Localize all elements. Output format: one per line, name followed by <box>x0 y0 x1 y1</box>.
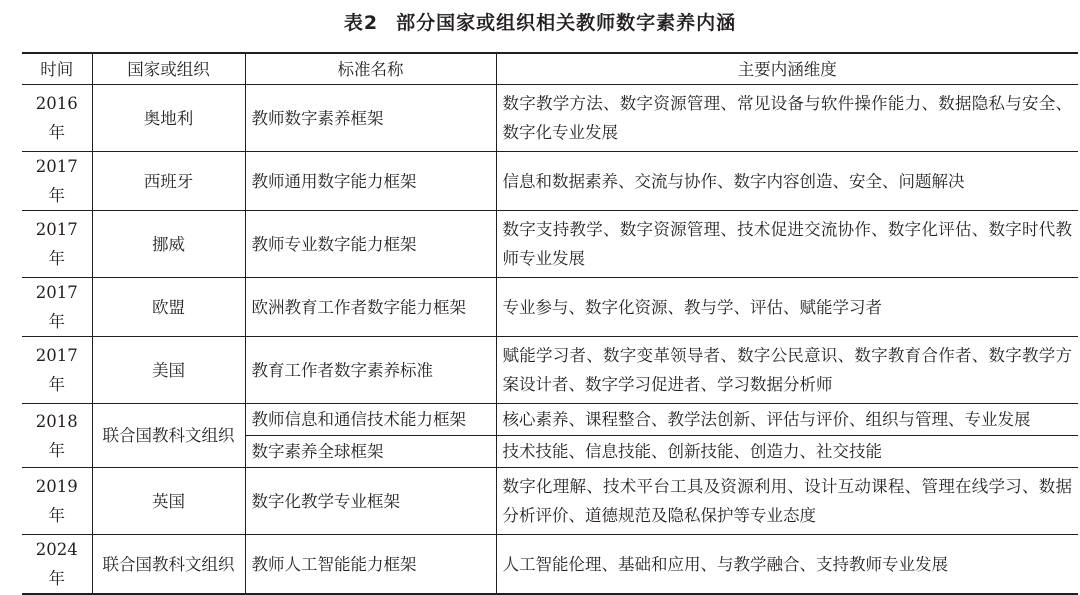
header-time: 时间 <box>22 53 92 85</box>
cell-year: 2017年 <box>22 211 92 278</box>
table-row <box>22 278 1078 337</box>
table-row <box>22 85 1078 152</box>
table-row <box>22 152 1078 211</box>
cell-dimensions: 赋能学习者、数字变革领导者、数字公民意识、数字教育合作者、数字教学方案设计者、数字学习促进者、学习数据分析师 <box>496 337 1078 404</box>
table-row <box>22 535 1078 595</box>
table-row <box>22 211 1078 278</box>
cell-standard: 教师专业数字能力框架 <box>245 211 496 278</box>
cell-standard: 教师信息和通信技术能力框架 <box>245 404 496 436</box>
table-row <box>22 468 1078 535</box>
cell-year: 2024年 <box>22 535 92 595</box>
cell-year: 2019年 <box>22 468 92 535</box>
data-table <box>22 52 1078 595</box>
cell-standard: 教师数字素养框架 <box>245 85 496 152</box>
table-caption <box>0 8 1080 35</box>
table-number: 表2 <box>343 12 379 34</box>
table-title: 部分国家或组织相关教师数字素养内涵 <box>396 12 737 34</box>
cell-org: 西班牙 <box>92 152 245 211</box>
header-org: 国家或组织 <box>92 53 245 85</box>
cell-standard: 教师人工智能能力框架 <box>245 535 496 595</box>
cell-org: 挪威 <box>92 211 245 278</box>
cell-org: 英国 <box>92 468 245 535</box>
cell-dimensions: 数字支持教学、数字资源管理、技术促进交流协作、数字化评估、数字时代教师专业发展 <box>496 211 1078 278</box>
cell-dimensions: 专业参与、数字化资源、教与学、评估、赋能学习者 <box>496 278 1078 337</box>
cell-standard: 数字素养全球框架 <box>245 436 496 468</box>
header-dimensions: 主要内涵维度 <box>496 53 1078 85</box>
cell-org: 奥地利 <box>92 85 245 152</box>
cell-year: 2017年 <box>22 337 92 404</box>
header-row <box>22 53 1078 85</box>
cell-dimensions: 数字化理解、技术平台工具及资源利用、设计互动课程、管理在线学习、数据分析评价、道德规范及隐私保护等专业态度 <box>496 468 1078 535</box>
cell-dimensions: 人工智能伦理、基础和应用、与教学融合、支持教师专业发展 <box>496 535 1078 595</box>
cell-year: 2017年 <box>22 278 92 337</box>
header-standard: 标准名称 <box>245 53 496 85</box>
cell-org: 美国 <box>92 337 245 404</box>
cell-standard: 教育工作者数字素养标准 <box>245 337 496 404</box>
cell-org: 联合国教科文组织 <box>92 535 245 595</box>
cell-dimensions: 技术技能、信息技能、创新技能、创造力、社交技能 <box>496 436 1078 468</box>
cell-dimensions: 核心素养、课程整合、教学法创新、评估与评价、组织与管理、专业发展 <box>496 404 1078 436</box>
table-row <box>22 337 1078 404</box>
cell-dimensions: 信息和数据素养、交流与协作、数字内容创造、安全、问题解决 <box>496 152 1078 211</box>
cell-year: 2017年 <box>22 152 92 211</box>
cell-org: 联合国教科文组织 <box>92 404 245 468</box>
cell-year: 2018年 <box>22 404 92 468</box>
cell-year: 2016年 <box>22 85 92 152</box>
cell-standard: 教师通用数字能力框架 <box>245 152 496 211</box>
cell-dimensions: 数字教学方法、数字资源管理、常见设备与软件操作能力、数据隐私与安全、数字化专业发展 <box>496 85 1078 152</box>
cell-standard: 数字化教学专业框架 <box>245 468 496 535</box>
cell-org: 欧盟 <box>92 278 245 337</box>
table-row <box>22 404 1078 436</box>
cell-standard: 欧洲教育工作者数字能力框架 <box>245 278 496 337</box>
